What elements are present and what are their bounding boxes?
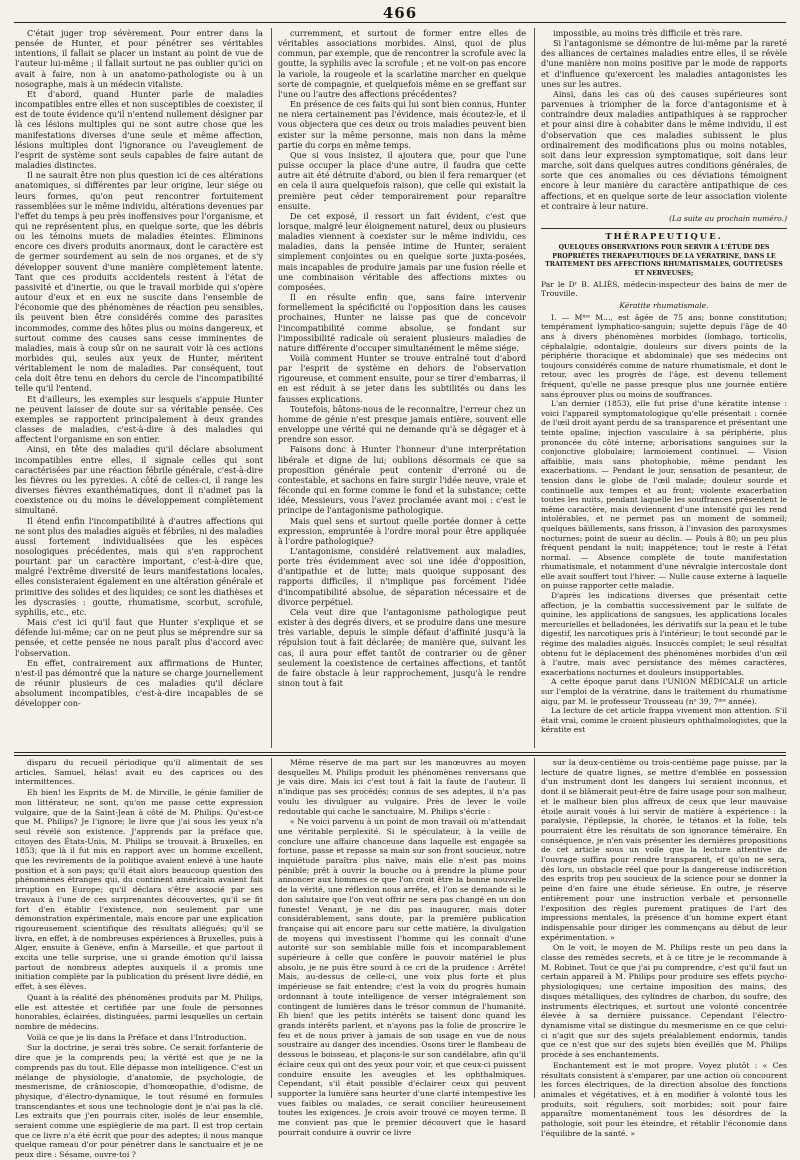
article-title: QUELQUES OBSERVATIONS POUR SERVIR A L'ÉTUDE DES PROPRIÉTÉS THÉRAPEUTIQUES DE LA VÉRATRINE, DANS LE TRAITEMENT DES AFFECTIONS RHUMATISMALES, GOUTTEUSES ET NERVEUSES;	[545, 244, 783, 277]
article-subtitle: Kératite rhumatismale.	[619, 300, 709, 310]
paragraph: Mais quel sens et surtout quelle portée donner à cette expression, empruntée à l'ordre moral pour être appliquée à l'ordre pathologique?	[278, 515, 526, 546]
header-rule	[14, 22, 786, 23]
paragraph: Quant à la réalité des phénomènes produits par M. Philips, elle est attestée et certifiée par une foule de personnes honorables, éclairées, distinguées, parmi lesquelles un certain nombre de médecins.	[15, 992, 263, 1031]
paragraph: Toutefois, bâtons-nous de le reconnaître, l'erreur chez un homme de génie n'est presque jamais entière, souvent elle enveloppe une vérité qui ne demande qu'à se dégager et à prendre son essor.	[278, 403, 526, 445]
column-divider	[271, 758, 272, 1098]
paragraph: Ainsi, dans les cas où des causes supérieures sont parvenues à triompher de la force d'antagonisme et à contraindre deux maladies antipathiques à se rapprocher et pour ainsi dire à cohabiter dans le même individu, il est d'observation que ces maladies subissent le plus ordinairement des modifications plus ou moins notables, soit dans leur expression symptomatique, soit dans leur marche, soit dans quelques autres conditions générales, de sorte que ces anomalies ou ces déviations témoignent encore à leur manière du caractère antipathique de ces affections, et en quelque sorte de leur association violente et contraire à leur nature.	[541, 88, 787, 211]
paragraph: Il ne saurait être non plus question ici de ces altérations anatomiques, si différentes par leur origine, leur siége ou leurs formes, qu'on peut rencontrer fortuitement rassemblées sur le même individu, altérations devenues par l'effet du temps à peu près inoffensives pour l'organisme, et qui ne représentent plus, en quelque sorte, que les débris ou les témoins muets de maladies éteintes. Éliminons encore ces divers produits anormaux, dont le caractère est de germer sourdement au sein de nos organes, et de s'y développer souvent d'une manière complètement latente. Tant que ces produits accidentels restent à l'état de passivité et d'inertie, ou que le travail morbide qui s'opère autour d'eux et en eux ne suscite dans l'ensemble de l'économie que des phénomènes de réaction peu sensibles, ils peuvent bien être considérés comme des parasites incommodes, comme des hôtes plus ou moins dangereux, et surtout comme des causes sans cesse imminentes de maladies, mais à coup sûr on ne saurait voir là ces actions morbides qui, seules aux yeux de Hunter, méritent véritablement le nom de maladies. Par conséquent, tout cela doit être tenu en dehors du cercle de l'incompatibilité telle qu'il l'entend.	[15, 170, 263, 394]
paragraph: Que si vous insistez, il ajoutera que, pour que l'une puisse occuper la place d'une autre, il faudra que cette autre ait été détruite d'abord, ou bien il fera remarquer (et en cela il aura quelquefois raison), que celle qui existait la première peut céder temporairement pour reparaître ensuite.	[278, 149, 526, 211]
column-3-text	[541, 28, 787, 211]
paragraph: Il étend enfin l'incompatibilité à d'autres affections qui ne sont plus des maladies aiguës et fébriles, ni des maladies aussi fortement individualisées que les espèces nosologiques précédentes, mais qui s'en rapprochent pourtant par un caractère important, c'est-à-dire que, malgré l'extrême diversité de leurs manifestations locales, elles consisteraient également en une altération générale et primitive des solides et des liquides; ce sont les diathèses et les dyscrasies : goutte, rhumatisme, scorbut, scrofule, syphilis, etc., etc.	[15, 515, 263, 617]
paragraph: La lecture de cet article frappa vivement mon attention. S'il était vrai, comme le croient plusieurs ophthalmologistes, que la kératite est	[541, 706, 787, 735]
paragraph: Eh bien! les Esprits de M. de Mirville, le génie familier de mon littérateur, ne sont, qu'on me passe cette expression vulgaire, que de la Saint-Jean à côté de M. Philips. Qu'est-ce que M. Philips? Je l'ignore; le livre que j'ai sous les yeux n'a seul révélé son existence. J'apprends par la préface que, citoyen des États-Unis, M. Philips se trouvait à Bruxelles, en 1853; que là il fut mis en rapport avec un homme excellent, que les revirements de la politique avaient enlevé à une haute position et à son pays; qu'il était alors beaucoup question des phénomènes étranges qui, du continent américain avaient fait irruption en Europe; qu'il déclara s'être associé par ses travaux à l'une de ces surprenantes découvertes, qu'il se fit fort d'en établir l'existence, non seulement par une démonstration expérimentale, mais encore par une explication rigoureusement scientifique des résultats allégués; qu'il se livra, en effet, à de nombreuses expériences à Bruxelles, puis à Alger, ensuite à Genève, enfin à Marseille, et que partout il excita une telle surprise, une si grande émotion qu'il laissa partout de nombreux adeptes auxquels il a promis une initiation complète par la publication du présent livre dédié, en effet, à ses élèves.	[15, 788, 263, 992]
section-title: THÉRAPEUTIQUE.	[605, 231, 723, 242]
paragraph: Et d'abord, quand Hunter parle de maladies incompatibles entre elles et non susceptibles de coexister, il est de toute évidence qu'il n'entend nullement désigner par là ces lésions multiples qui ne sont autre chose que les manifestations diverses d'une seule et même affection, lésions multiples dont l'ignorance ou l'aveuglement de l'esprit de système sont seuls capables de faire autant de maladies distinctes.	[15, 88, 263, 171]
column-2	[278, 28, 526, 748]
paragraph: Voilà comment Hunter se trouve entraîné tout d'abord par l'esprit de système en dehors de l'observation rigoureuse, et comment ensuite, pour se tirer d'embarras, il en est réduit à se jeter dans les subtilités ou dans les fausses explications.	[278, 353, 526, 404]
paragraph: A cette époque parut dans l'UNION MÉDICALE un article sur l'emploi de la vératrine, dans le traitement du rhumatisme aigu, par M. le professeur Trousseau (nᵒ 39, 7ᵐᵉ année).	[541, 677, 787, 706]
paragraph: Ainsi, en tête des maladies qu'il déclare absolument incompatibles entre elles, il signale celles qui sont caractérisées par une réaction fébrile générale, c'est-à-dire les fièvres ou les pyrexies. A côté de celles-ci, il range les diverses fièvres exanthématiques, dont il n'admet pas la coexistence ou du moins le développement complètement simultané.	[15, 444, 263, 516]
paragraph: L'an dernier (1853), elle fut prise d'une kératite intense : voici l'appareil symptomatologique qu'elle présentait : cornée de l'œil droit ayant perdu de sa transparence et présentant une teinte opaline; injection vasculaire à sa périphérie, plus prononcée du côté interne; arborisations sanguines sur la conjonctive globulaire; larmoiement continuel. — Vision affaiblie, mais sans photophobie, même pendant les exacerbations. — Pendant le jour, sensation de pesanteur, de tension dans le globe de l'œil malade; douleur sourde et continuelle aux tempes et au front; violente exacerbation toutes les nuits, pendant laquelle les souffrances présentent le même caractère, mais deviennent d'une intensité qui les rend intolérables, et ne permet pas un moment de sommeil; quelques bâillements, sans frisson, à l'invasion des paroxysmes nocturnes; point de sueur au déclin. — Pouls à 80; un peu plus fréquent pendant la nuit; inappétence; tout le reste à l'état normal. — Absence complète de toute manifestation rhumatismale, et notamment d'une névralgie intercostale dont elle avait souffert tout l'hiver. — Nulle cause externe à laquelle on puisse rapporter cette maladie.	[541, 399, 787, 591]
paragraph: C'était juger trop sévèrement. Pour entrer dans la pensée de Hunter, et pour pénétrer ses véritables intentions, il fallait se placer un instant au point de vue de l'auteur lui-même ; il fallait surtout ne pas oublier qu'ici on avait à faire, non à un anatomo-pathologiste ou à un nosographe, mais à un médecin vitaliste.	[15, 28, 263, 89]
paragraph: On le voit, le moyen de M. Philips reste un peu dans la classe des remèdes secrets, et à ce titre je le recommande à M. Robinet. Tout ce que j'ai pu comprendre, c'est qu'il faut un certain appareil à M. Philips pour produire ses effets psycho-physiologiques; une certaine imposition des mains, des disques métalliques, des cylindres de charbon, du soufre, des instruments électriques, et surtout une volonté concentrée élevée à sa dernière puissance. Cependant l'électro-dynamisme vital se distingue du mesmerisme en ce que celui-ci n'agit que sur des sujets préalablement endormis, tandis que ce n'est que sur des sujets bien éveillés que M. Philips procède à ses enchantements.	[541, 943, 787, 1060]
column-1	[15, 28, 263, 748]
paragraph: Il en résulte enfin que, sans faire intervenir formellement la spécificité ou l'opposition dans les causes prochaines, Hunter ne laisse pas que de concevoir l'incompatibilité comme absolue, se fondant sur l'impossibilité radicale où seraient plusieurs maladies de nature différente d'occuper simultanément le même siége.	[278, 292, 526, 353]
feuilleton-column-2	[278, 758, 526, 1137]
column-3	[541, 28, 787, 748]
paragraph: En effet, contrairement aux affirmations de Hunter, n'est-il pas démontré que la nature se charge journellement de réunir plusieurs de ces maladies qu'il déclare absolument incompatibles, c'est-à-dire incapables de se développer con-	[15, 657, 263, 709]
paragraph: « Ne voici parvenu à un point de mon travail où m'attendait une véritable perplexité. Si le spéculateur, à la veille de conclure une affaire chanceuse dans laquelle est engagée sa fortune, passe et repasse sa main sur son front soucieux, notre inquiétude paraîtra plus naïve, mais elle n'est pas moins pénible; prêt à ouvrir la bouche ou à prendre la plume pour annoncer aux hommes ce que l'on croit être la bonne nouvelle de la vérité, une réflexion nous arrête, et l'on se demande si le don salutaire que l'on veut offrir ne sera pas changé en un don funeste! Venant, je ne dis pas inaugurer, mais doter considérablement, sans doute, par la première publication française qui ait encore paru sur cette matière, la divulgation de moyens qui investissent l'homme qui les connaît d'une autorité sur son semblable mille fois et incomparablement supérieure à celle que confère le pouvoir matériel le plus absolu, je ne puis être sourd à ce cri de la prudence : Arrête! Mais, au-dessus de celle-ci, une voix plus forte et plus impérieuse se fait entendre; c'est la voix du progrès humain ordonnant à toute intelligence de verser intégralement son contingent de lumières dans le trésor commun de l'humanité. Eh bien! que les petits intérêts se taisent donc quand les grands intérêts parlent, et n'ayons pas la folie de proscrire le feu et de nous priver à jamais de son usage en vue de nous soustraire au danger des incendies. Osons tirer le flambeau de dessous le boisseau, et plaçons-le sur son candélabre, afin qu'il éclaire ceux qui ont des yeux pour voir, et que ceux-ci puissent conduire ensuite les aveugles et les ophthalmiques. Cependant, s'il était possible d'éclairer ceux qui peuvent supporter la lumière sans heurter d'une clarté intempestive les vues faibles ou malades, ce serait concilier heureusement toutes les exigences. Je crois avoir trouvé ce moyen terme. Il me convient pas que le premier découvert que le hasard pourrait conduire à ouvrir ce livre	[278, 817, 526, 1137]
paragraph: Faisons donc à Hunter l'honneur d'une interprétation libérale et digne de lui; oublions désormais ce que sa proposition générale peut contenir d'erroné ou de contestable, et sachons en faire surgir l'idée neuve, vraie et féconde qui en forme comme le fond et la substance; cette idée, Messieurs, vous l'avez proclamée avant moi : c'est le principe de l'antagonisme pathologique.	[278, 444, 526, 516]
page-number: 466	[382, 4, 418, 22]
article-body	[541, 313, 787, 735]
paragraph: I. — Mᵐᵉ M..., est âgée de 75 ans; bonne constitution; tempérament lymphatico-sanguin; sujette depuis l'âge de 40 ans à divers phénomènes morbides (lombago, torticolis, céphalalgie, odontalgie, douleurs sur divers points de la périphérie thoracique et abdominale) que ses médecins ont toujours considérés comme de nature rhumatismale, et dont le retour, avec les progrès de l'âge, est devenu tellement fréquent, qu'elle ne passe presque plus une journée entière sans éprouver plus ou moins de souffrances.	[541, 312, 787, 399]
continuation-note: (La suite au prochain numéro.)	[669, 213, 787, 223]
paragraph: Cela veut dire que l'antagonisme pathologique peut exister à des degrés divers, et se produire dans une mesure très variable, depuis le simple défaut d'affinité jusqu'à la répulsion tout à fait déclarée; de manière que, suivant les cas, il aura pour effet tantôt de contrarier ou de gêner seulement la coexistence de certaines affections, et tantôt de faire obstacle à leur rapprochement, jusqu'à le rendre sinon tout à fait	[278, 606, 526, 688]
article-byline: Par le Dʳ B. ALIÈS, médecin-inspecteur des bains de mer de Trouville.	[541, 279, 787, 299]
paragraph: Sur la doctrine, je serai très sobre. Ce serait forfanterie de dire que je la comprends peu; la vérité est que je ne la comprends pas du tout. Elle dépasse mon intelligence. C'est un mélange de physiologie, d'anatomie, de psychologie, de mesmerisme, de crânioscopie, d'homœopathie, d'odisme, de physique, d'électro-dynamique, le tout résumé en formules transcendantes et sous une technologie dont je n'ai pas la clé. Les extraits que j'en pourrais citer, isolés de leur ensemble, seraient comme une espièglerie de ma part. Il est trop certain que ce livre n'a été écrit que pour des adeptes; il nous manque quelque rameau d'or pour pénétrer dans le sanctuaire et je ne peux dire : Sésame, ouvre-toi ?	[15, 1043, 263, 1160]
feuilleton-column-3	[541, 758, 787, 1138]
feuilleton-rule	[14, 752, 786, 756]
paragraph: Et d'ailleurs, les exemples sur lesquels s'appuie Hunter ne peuvent laisser de doute sur sa véritable pensée. Ces exemples se rapportent principalement à deux grandes classes de maladies, c'est-à-dire à des maladies qui affectent l'organisme en son entier.	[15, 393, 263, 445]
column-divider	[271, 28, 272, 748]
column-divider	[534, 758, 535, 1098]
paragraph: Voilà ce que je lis dans la Préface et dans l'Introduction.	[27, 1032, 247, 1042]
section-rule	[541, 228, 787, 229]
paragraph: L'antagonisme, considéré relativement aux maladies, porte très évidemment avec soi une idée d'opposition, d'antipathie et de lutte; mais quoique supposant des rapports difficiles, il n'implique pas forcément l'idée d'incompatibilité absolue, de séparation nécessaire et de divorce perpétuel.	[278, 545, 526, 607]
paragraph: curremment, et surtout de former entre elles de véritables associations morbides. Ainsi, quoi de plus commun, par exemple, que de rencontrer la scrofule avec la goutte, la syphilis avec la scrofule ; et ne voit-on pas encore la variole, la rougeole et la scarlatine marcher en quelque sorte de compagnie, et quelquefois même en se greffant sur l'une ou l'autre des affections précédentes?	[278, 28, 526, 99]
feuilleton-column-1	[15, 758, 263, 1160]
paragraph: sur la deux-centième ou trois-centième page puisse, par la lecture de quatre lignes, se mettre d'emblée en possession d'un instrument dont les dangers lui seraient inconnus, et dont il se blâmerait peut-être de faire usage pour son malheur, et le malheur bien plus affreux de ceux que leur mauvaise étoile aurait voués à lui servir de matière à expérience : la paralysie, l'épilepsie, la chorée, le tétanos et la folie, tels pourraient être les résultats de son ignorance téméraire. En conséquence, je n'en vais présenter les dernières propositions de cet article sous un voile que la lecture attentive de l'ouvrage suffira pour rendre transparent, et qu'on ne sera, dès lors, un obstacle réel que pour la dangereuse indiscrétion des esprits trop peu soucieux de la science pour se donner la peine d'en faire une étude sérieuse. En outre, je réserve entièrement pour une instruction verbale et personnelle l'exposition des règles purement pratiques de l'art des impressions mentales, la présence d'un homme expert étant indispensable pour diriger les commençans au début de leur expérimentation. »	[541, 758, 787, 942]
paragraph: De cet exposé, il ressort un fait évident, c'est que lorsque, malgré leur éloignement naturel, deux ou plusieurs maladies viennent à coexister sur le même individu, ces maladies, dans la pensée intime de Hunter, seraient simplement conjointes ou en quelque sorte juxta-posées, mais incapables de produire jamais par une fusion réelle et une combinaison véritable des affections mixtes ou composées.	[278, 210, 526, 292]
column-divider	[534, 28, 535, 748]
paragraph: Même réserve de ma part sur les manœuvres au moyen desquelles M. Philips produit les phénomènes renversans que je vais dire. Mais ici c'est tout à fait la faute de l'auteur. Il n'indique pas ses procédés; connus de ses adeptes, il n'a pas voulu les divulguer au vulgaire. Près de lever le voile redoutable qui cache le sanctuaire, M. Philips s'écrie :	[278, 758, 526, 816]
paragraph: impossible, au moins très difficile et très rare.	[553, 28, 743, 38]
paragraph: disparu du recueil périodique qu'il alimentait de ses articles. Samuel, hélas! avait eu des caprices ou des intermittences.	[15, 758, 263, 787]
paragraph: En présence de ces faits qui lui sont bien connus, Hunter ne niera certainement pas l'évidence, mais écoutez-le, et il vous objectera que ces deux ou trois maladies peuvent bien exister sur la même personne, mais non dans la même partie du corps en même temps.	[278, 99, 526, 150]
paragraph: Enchantement est le mot propre. Voyez plutôt : « Ces résultats consistent à s'emparer, par une action où concourent les forces électriques, de la direction absolue des fonctions animales et végétatives, et à en modifier à volonté tous les produits, soit réguliers, soit morbides; soit pour faire apparaître momentanément tous les désordres de la pathologie, soit pour les éteindre, et rétablir l'économie dans l'équilibre de la santé. »	[541, 1060, 787, 1138]
paragraph: Si l'antagonisme se démontre de lui-même par la rareté des alliances de certaines maladies entre elles, il se révèle d'une manière non moins positive par le mode de rapports et d'influence qu'exercent les maladies antagonistes les unes sur les autres.	[541, 38, 787, 89]
paragraph: Mais c'est ici qu'il faut que Hunter s'explique et se défende lui-même; car on ne peut plus se méprendre sur sa pensée, et cette pensée ne nous paraît plus d'accord avec l'observation.	[15, 617, 263, 658]
paragraph: D'après les indications diverses que présentait cette affection, je la combattis successivement par le sulfate de quinine, les applications de sangsues, les applications locales mercurielles et belladonées, les dérivatifs sur la peau et le tube digestif, les narcotiques pris à l'intérieur; le tout secondé par le régime des maladies aiguës. Insuccès complet; le seul résultat obtenu fut le déplacement des phénomènes morbides d'un œil à l'autre, mais avec persistance des mêmes caractères, exacerbations nocturnes et douleurs insupportables.	[541, 591, 787, 677]
